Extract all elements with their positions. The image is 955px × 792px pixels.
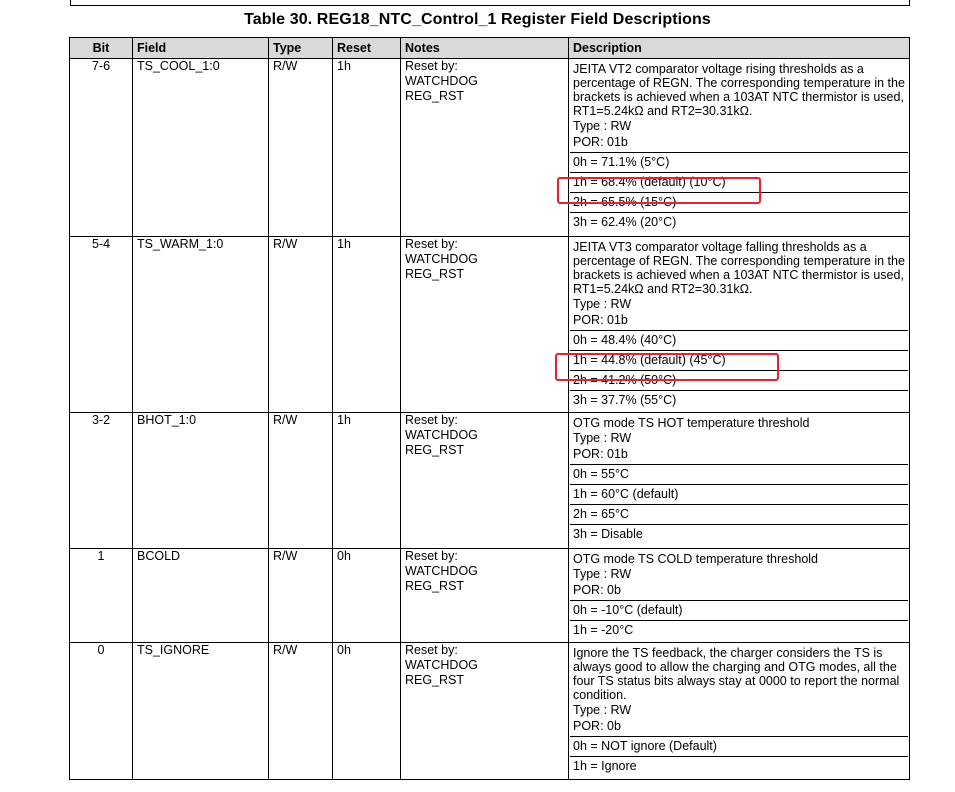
description-text: Ignore the TS feedback, the charger considers the TS is always good to allow the charging and OTG modes, all the four TS status bits always stay at 0000 to report the normal condition.	[573, 646, 900, 702]
reset-cell: 0h	[333, 643, 401, 780]
value-option: 2h = 65.5% (15°C)	[570, 192, 908, 212]
notes-line: REG_RST	[405, 89, 465, 103]
reset-cell: 1h	[333, 413, 401, 549]
description-cell	[569, 237, 910, 413]
notes-cell	[401, 59, 569, 237]
value-option: 1h = 44.8% (default) (45°C)	[570, 350, 908, 370]
bit-cell: 3-2	[70, 413, 133, 549]
table-header-row	[70, 38, 910, 59]
type-cell: R/W	[269, 549, 333, 643]
field-cell: TS_IGNORE	[133, 643, 269, 780]
notes-line: Reset by:	[405, 643, 458, 657]
bit-cell: 0	[70, 643, 133, 780]
bit-cell: 7-6	[70, 59, 133, 237]
notes-line: WATCHDOG	[405, 428, 478, 442]
register-field-table	[69, 37, 910, 780]
type-line: Type : RW	[573, 703, 632, 717]
table-caption: Table 30. REG18_NTC_Control_1 Register Field Descriptions	[244, 11, 711, 28]
notes-cell	[401, 413, 569, 549]
type-line: Type : RW	[573, 119, 632, 133]
notes-line: Reset by:	[405, 237, 458, 251]
por-line: POR: 0b	[573, 583, 621, 597]
description-text: OTG mode TS COLD temperature threshold	[573, 552, 819, 566]
por-line: POR: 01b	[573, 447, 628, 461]
notes-line: REG_RST	[405, 443, 465, 457]
table-row	[70, 413, 910, 549]
notes-line: REG_RST	[405, 579, 465, 593]
por-line: POR: 01b	[573, 135, 628, 149]
type-cell: R/W	[269, 59, 333, 237]
notes-line: WATCHDOG	[405, 658, 478, 672]
value-option: 1h = -20°C	[570, 620, 908, 640]
value-option: 3h = 37.7% (55°C)	[570, 390, 908, 410]
description-cell	[569, 413, 910, 549]
value-option: 0h = 48.4% (40°C)	[570, 330, 908, 350]
value-option: 0h = 55°C	[570, 464, 908, 484]
notes-cell	[401, 237, 569, 413]
description-text: JEITA VT3 comparator voltage falling thresholds as a percentage of REGN. The corresponding temperature in the brackets is achieved when a 103AT NTC thermistor is used, RT1=5.24kΩ and RT2=30.31kΩ.	[573, 240, 905, 296]
type-line: Type : RW	[573, 567, 632, 581]
value-option: 3h = Disable	[570, 524, 908, 544]
type-line: Type : RW	[573, 297, 632, 311]
notes-line: Reset by:	[405, 413, 458, 427]
field-cell: BCOLD	[133, 549, 269, 643]
value-option: 0h = -10°C (default)	[570, 600, 908, 620]
notes-line: Reset by:	[405, 59, 458, 73]
header-bit: Bit	[70, 38, 133, 59]
value-option: 2h = 65°C	[570, 504, 908, 524]
header-description: Description	[569, 38, 910, 59]
value-option: 1h = Ignore	[570, 756, 908, 776]
header-type: Type	[269, 38, 333, 59]
bit-cell: 1	[70, 549, 133, 643]
previous-table-bottom-border	[70, 0, 910, 6]
por-line: POR: 0b	[573, 719, 621, 733]
type-cell: R/W	[269, 413, 333, 549]
description-cell	[569, 549, 910, 643]
table-row	[70, 549, 910, 643]
notes-cell	[401, 643, 569, 780]
notes-line: WATCHDOG	[405, 74, 478, 88]
notes-line: Reset by:	[405, 549, 458, 563]
field-cell: TS_COOL_1:0	[133, 59, 269, 237]
value-option: 1h = 68.4% (default) (10°C)	[570, 172, 908, 192]
value-option: 0h = NOT ignore (Default)	[570, 736, 908, 756]
field-cell: TS_WARM_1:0	[133, 237, 269, 413]
table-row	[70, 643, 910, 780]
notes-cell	[401, 549, 569, 643]
description-cell	[569, 59, 910, 237]
header-reset: Reset	[333, 38, 401, 59]
por-line: POR: 01b	[573, 313, 628, 327]
description-text: JEITA VT2 comparator voltage rising thresholds as a percentage of REGN. The corresponding temperature in the brackets is achieved when a 103AT NTC thermistor is used, RT1=5.24kΩ and RT2=30.31kΩ.	[573, 62, 905, 118]
value-option: 2h = 41.2% (50°C)	[570, 370, 908, 390]
reset-cell: 1h	[333, 237, 401, 413]
reset-cell: 0h	[333, 549, 401, 643]
type-cell: R/W	[269, 237, 333, 413]
type-line: Type : RW	[573, 431, 632, 445]
field-cell: BHOT_1:0	[133, 413, 269, 549]
notes-line: WATCHDOG	[405, 564, 478, 578]
notes-line: WATCHDOG	[405, 252, 478, 266]
notes-line: REG_RST	[405, 673, 465, 687]
bit-cell: 5-4	[70, 237, 133, 413]
type-cell: R/W	[269, 643, 333, 780]
header-notes: Notes	[401, 38, 569, 59]
reset-cell: 1h	[333, 59, 401, 237]
table-row	[70, 59, 910, 237]
notes-line: REG_RST	[405, 267, 465, 281]
header-field: Field	[133, 38, 269, 59]
description-text: OTG mode TS HOT temperature threshold	[573, 416, 810, 430]
value-option: 1h = 60°C (default)	[570, 484, 908, 504]
description-cell	[569, 643, 910, 780]
value-option: 3h = 62.4% (20°C)	[570, 212, 908, 232]
table-row	[70, 237, 910, 413]
value-option: 0h = 71.1% (5°C)	[570, 152, 908, 172]
